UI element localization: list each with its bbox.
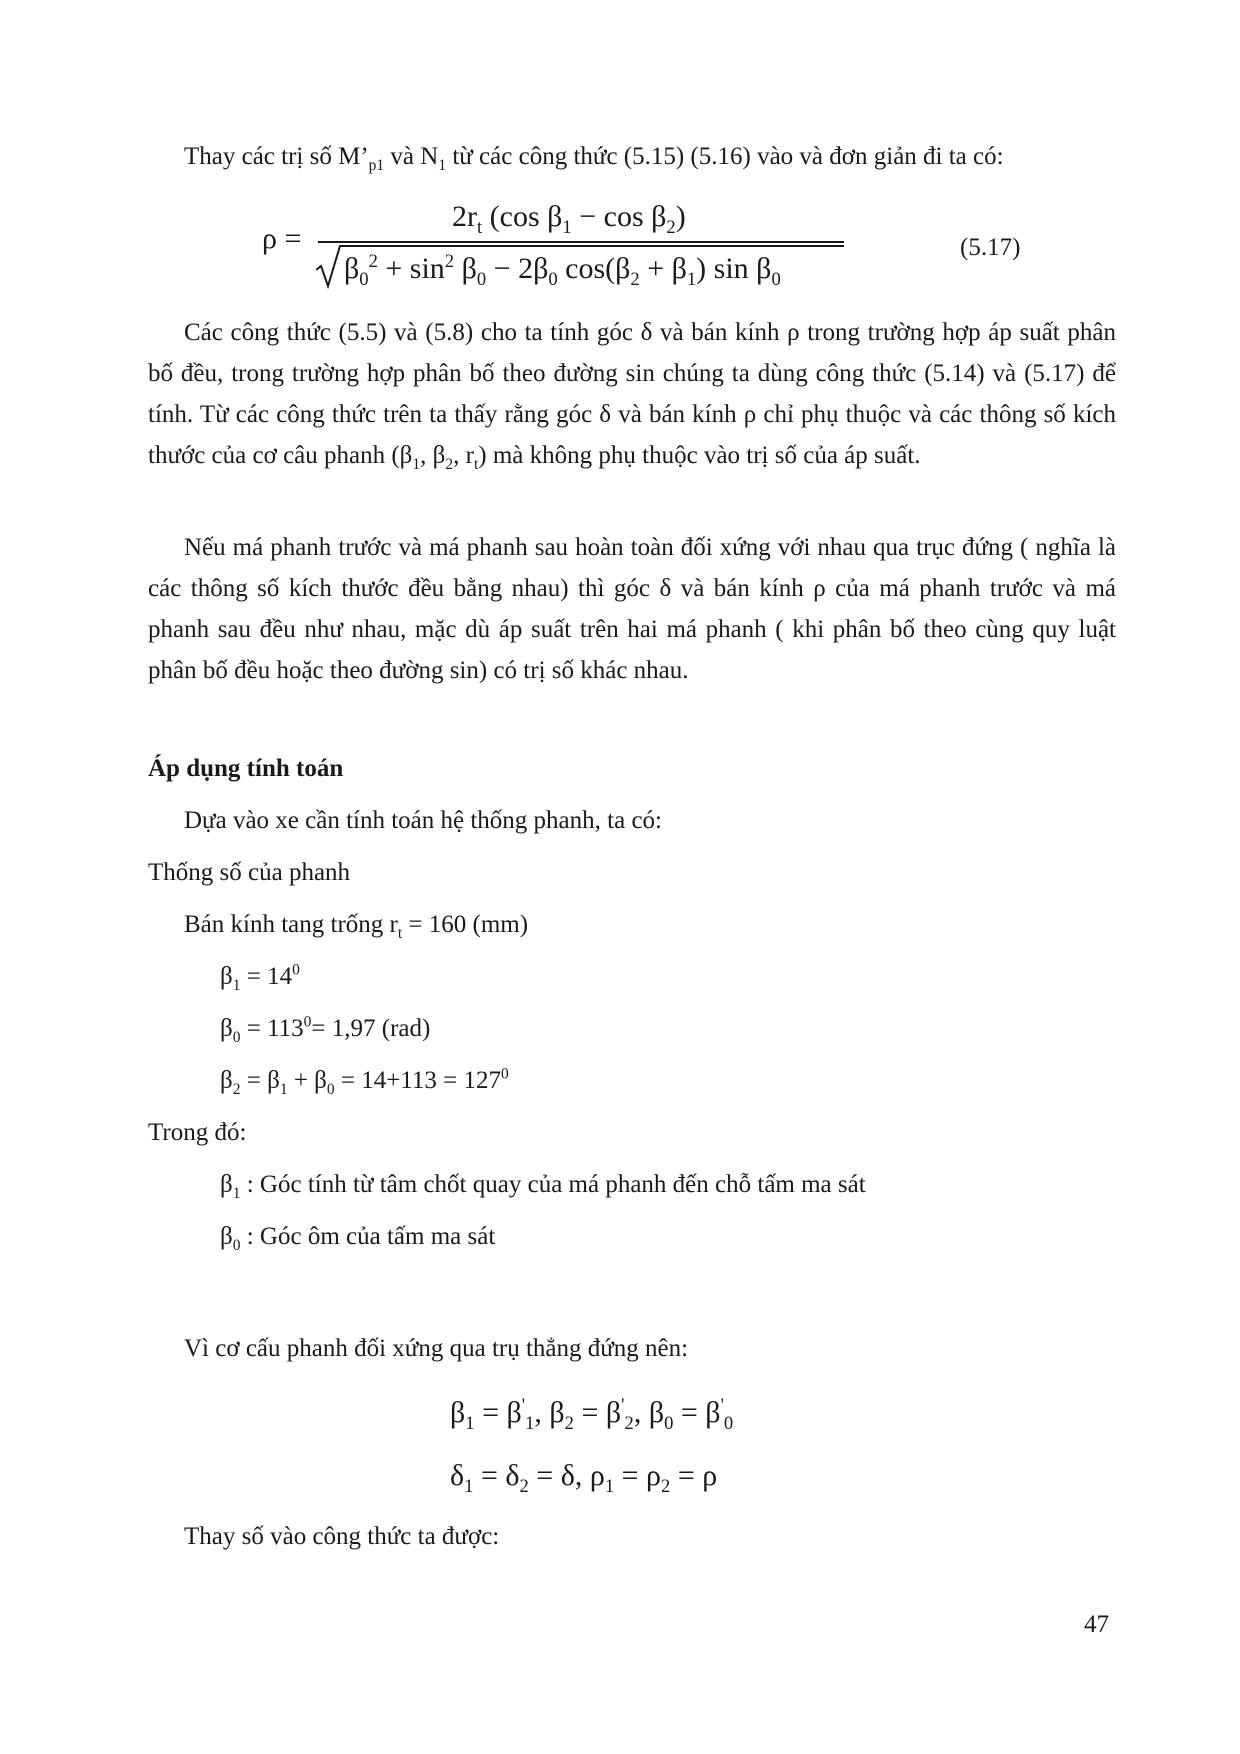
drum-radius: Bán kính tang trống $r_t = 160$ (mm) — [184, 911, 529, 942]
definition-beta0: $\beta_0$ : Góc ôm của tấm ma sát — [220, 1223, 496, 1254]
fraction-bar — [318, 241, 844, 243]
section-heading: Áp dụng tính toán — [148, 755, 344, 782]
page-number: 47 — [1084, 1611, 1109, 1638]
paragraph-symmetry: Nếu má phanh trước và má phanh sau hoàn toàn đối xứng với nhau qua trục đứng ( nghĩa là các thông số kích thước đều bằng nhau) thì góc δ và bán kính ρ của má phanh trước và má phanh sau đều như nhau, mặc dù áp suất trên hai má phanh ( khi phân bố theo cùng quy luật phân bố đều hoặc theo đường sin) có trị số khác nhau. — [148, 534, 1116, 684]
symmetric-statement: Vì cơ cấu phanh đối xứng qua trụ thẳng đứng nên: — [184, 1335, 689, 1362]
line-based-on-vehicle: Dựa vào xe cần tính toán hệ thống phanh, ta có: — [184, 807, 662, 834]
beta1-equation: $\beta_1 = 14^0$ — [220, 961, 300, 994]
formula-denominator: $\beta_0^2 + \sin^2 \beta_0 - 2\beta_0$ $\cos(\beta_2 + \beta_1)$ $\sin \beta_0$ — [344, 251, 781, 290]
where-label: Trong đó: — [148, 1119, 247, 1146]
intro-line: Thay các trị số $M’_{p1}$ và $N_1$ từ các công thức (5.15) (5.16) vào và đơn giản đi ta có: — [184, 143, 1004, 174]
formula-lhs: ρ = — [262, 222, 302, 255]
definition-beta1: $\beta_1$ : Góc tính từ tâm chốt quay của má phanh đến chỗ tấm ma sát — [220, 1171, 866, 1202]
paragraph-formulas: Các công thức (5.5) và (5.8) cho ta tính góc δ và bán kính ρ trong trường hợp áp suất phân bố đều, trong trường hợp phân bố theo đường sin chúng ta dùng công thức (5.14) và (5.17) để tính. Từ các công thức trên ta thấy rằng góc δ và bán kính ρ chỉ phụ thuộc và các thông số kích thước của cơ câu phanh ($\beta_1$, $\beta_2$, $r_t$) mà không phụ thuộc vào trị số của áp suất. — [148, 319, 1116, 473]
formula-number: (5.17) — [960, 234, 1021, 261]
beta0-equation: $\beta_0 = 113^0= 1,97$ (rad) — [220, 1013, 431, 1046]
line-brake-parameters: Thống số của phanh — [148, 859, 351, 886]
equation-beta-symmetry: $\beta_1 = \beta'_1$, $\beta_2 = \beta'_2$, $\beta_0 = \beta'_0$ — [450, 1395, 734, 1434]
equation-delta-rho: $\delta_1 = \delta_2 = \delta$, $\rho_1 = \rho_2 = \rho$ — [450, 1459, 718, 1497]
formula-numerator: $2r_t$ (cos $\beta_1 - \cos \beta_2$) — [452, 200, 686, 238]
substitute-line: Thay số vào công thức ta được: — [184, 1523, 500, 1550]
beta2-equation: $\beta_2 = \beta_1 + \beta_0 = 14+113 = 127^0$ — [220, 1065, 509, 1098]
